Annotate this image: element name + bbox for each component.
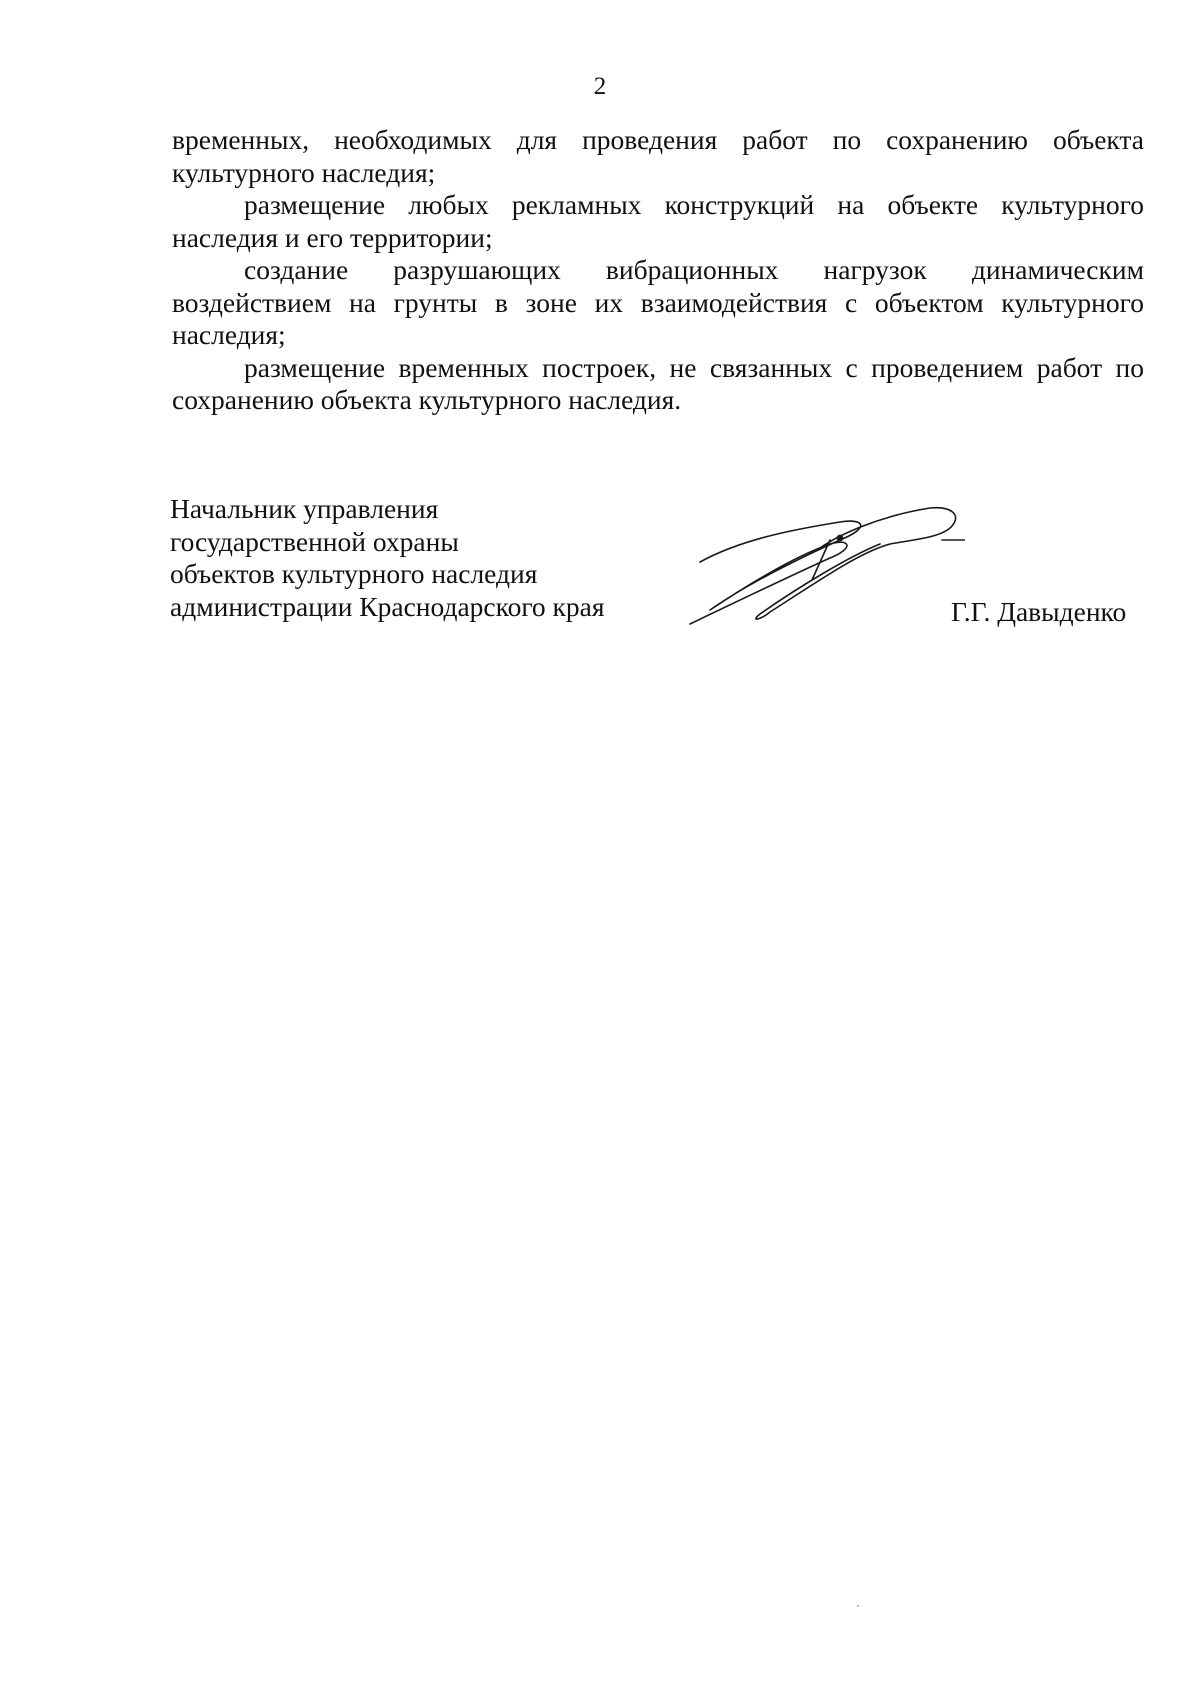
document-body	[172, 124, 1144, 417]
signatory-title-line: объектов культурного наследия	[170, 558, 538, 589]
signatory-title-line: Начальник управления	[170, 493, 439, 524]
handwritten-signature	[680, 500, 965, 630]
paragraph-temporary-buildings: размещение временных построек, не связанных с проведением работ по сохранению объекта культурного наследия.	[172, 351, 1144, 415]
paragraph-advertising: размещение любых рекламных конструкций на объекте культурного наследия и его территории;	[172, 189, 1144, 253]
signatory-title-line: государственной охраны	[170, 525, 459, 557]
page-number: 2	[593, 73, 607, 100]
scan-artifact	[857, 1605, 859, 1607]
signatory-title	[170, 493, 670, 623]
signatory-title-line: администрации Краснодарского края	[170, 590, 605, 622]
paragraph-vibration: создание разрушающих вибрационных нагрузок динамическим воздействием на грунты в зоне их взаимодействия с объектом культурного наследия;	[172, 254, 1144, 350]
signatory-name: Г.Г. Давыденко	[951, 596, 1127, 627]
paragraph-continuation: временных, необходимых для проведения работ по сохранению объекта культурного наследия;	[172, 124, 1144, 188]
